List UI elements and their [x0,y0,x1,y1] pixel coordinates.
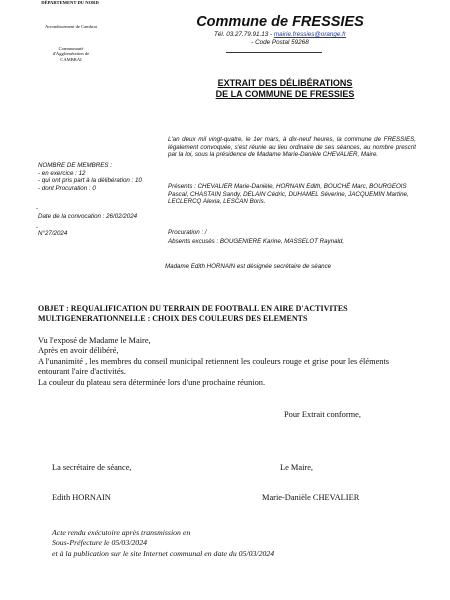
membres-heading: NOMBRE DE MEMBRES : [38,162,112,169]
acte-line-2: Sous-Préfecture le 05/03/2024 [52,538,147,548]
membres-deliberation: - qui ont pris part à la délibération : 10 [38,177,142,185]
body-line-2: Après en avoir délibéré, [38,346,119,356]
membres-procuration: - dont Procuration : 0 [38,184,96,192]
deliberation-body [38,336,418,388]
contact-block [195,31,365,46]
deliberation-number: N°27/2024 [38,230,68,237]
secretaire-designation: Madame Edith HORNAIN est désignée secrétaire de séance [165,263,332,270]
acte-line-3: et à la publication sur le site Internet communal en date du 05/03/2024 [52,548,275,558]
extrait-heading [190,78,380,100]
communaute-block [30,46,112,62]
body-line-3: A l'unanimité , les membres du conseil municipal retiennent les couleurs rouge et grise pour les éléments entourant l'aire d'activités. [38,356,390,377]
intro-paragraph: L'an deux mil vingt-quatre, le 1er mars, à dix-neuf heures, la commune de FRESSIES, légalement convoquée, s'est réunie au lieu ordinaire de ses séances, au nombre prescrit par la loi, sous la présidence de Madame Marie-Danièle CHEVALIER, Maire. [168,136,416,159]
date-convocation: Date de la convocation : 26/02/2024 [38,213,138,220]
code-postal: - Code Postal 59268 [251,38,309,46]
absents-list: Absents excusés : BOUGENIERE Karine, MASSELOT Raynald, [168,238,345,245]
extrait-line-2: DE LA COMMUNE DE FRESSIES [215,89,355,99]
commune-title: Commune de FRESSIES [196,14,364,30]
communaute-line-2: d'Agglomération de [52,51,90,57]
contact-line-1 [195,31,365,39]
membres-exercice: - en exercice : 12 [38,169,86,177]
body-line-4: La couleur du plateau sera déterminée lors d'une prochaine réunion. [38,377,266,387]
telephone: Tél. 03.27.79.91.13 - [213,31,273,38]
communaute-line-3: CAMBRAI [60,56,82,62]
arrondissement-label: Arrondissement de Cambrai [45,24,97,29]
secretaire-label: La secrétaire de séance, [52,463,132,472]
presents-list: Présents : CHEVALIER Marie-Danièle, HORNAIN Edith, BOUCHÉ Marc, BOURGEOIS Pascal, CHASTAIN Sandy, DELAIN Cédric, DUHAMEL Séverine, JACQUEMIN Martine, LECLERCQ Alexia, LESCAN Boris. [168,183,409,206]
email-link[interactable]: mairie.fressies@orange.fr [273,31,347,38]
acte-executoire [52,528,382,559]
acte-line-1: Acte rendu exécutoire après transmission en [52,528,191,537]
separator-dash-1: - [36,205,39,212]
maire-label: Le Maire, [280,463,314,472]
separator-dash-2: - [36,224,39,231]
procuration-line: Procuration : / [168,229,207,236]
departement-label: DÉPARTEMENT DU NORD [41,0,99,5]
secretaire-name: Edith HORNAIN [52,493,111,502]
communaute-line-1: Communauté [58,46,84,51]
pour-extrait-conforme: Pour Extrait conforme, [284,410,361,419]
membres-block [38,162,178,192]
extrait-line-1: EXTRAIT DES DÉLIBÉRATIONS [217,78,353,88]
objet-heading: OBJET : REQUALIFICATION DU TERRAIN DE FOOTBALL EN AIRE D'ACTIVITES MULTIGENERATIONNELLE : CHOIX DES COULEURS DES ELEMENTS [38,304,348,324]
header-divider [226,52,322,53]
maire-name: Marie-Danièle CHEVALIER [262,493,360,502]
body-line-1: Vu l'exposé de Madame le Maire, [38,336,151,345]
